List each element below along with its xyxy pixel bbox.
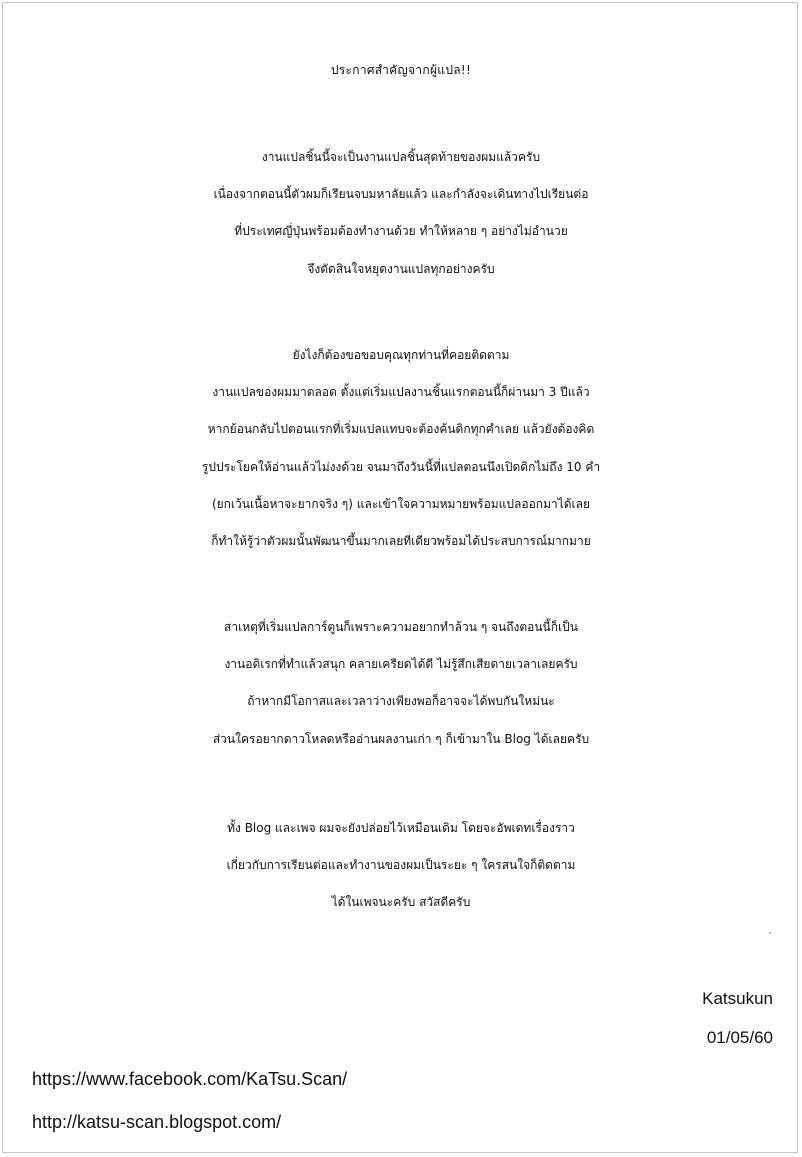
paragraph-line: ก็ทำให้รู้ว่าตัวผมนั้นพัฒนาขึ้นมากเลยทีเดียวพร้อมได้ประสบการณ์มากมาย	[211, 534, 591, 549]
announcement-title: ประกาศสำคัญจากผู้แปล!!	[330, 63, 472, 77]
paragraph-line: งานแปลของผมมาตลอด ตั้งแต่เริ่มแปลงานชิ้นแรกตอนนี้ก็ผ่านมา 3 ปีแล้ว	[212, 385, 590, 400]
paragraph-reason	[0, 609, 802, 758]
scan-speck	[769, 932, 771, 934]
paragraph-line: เนื่องจากตอนนี้ตัวผมก็เรียนจบมหาลัยแล้ว และกำลังจะเดินทางไปเรียนต่อ	[213, 187, 589, 202]
blog-link[interactable]: http://katsu-scan.blogspot.com/	[32, 1112, 282, 1132]
paragraph-line: สาเหตุที่เริ่มแปลการ์ตูนก็เพราะความอยากทำล้วน ๆ จนถึงตอนนี้ก็เป็น	[224, 620, 578, 634]
paragraph-closing	[0, 810, 802, 922]
paragraph-line: ทั้ง Blog และเพจ ผมจะยังปล่อยไว้เหมือนเดิม โดยจะอัพเดทเรื่องราว	[227, 821, 575, 835]
paragraph-line: จึงตัดสินใจหยุดงานแปลทุกอย่างครับ	[307, 261, 495, 276]
paragraph-farewell	[0, 139, 802, 288]
paragraph-line: ถ้าหากมีโอกาสและเวลาว่างเพียงพอก็อาจจะได้พบกันใหม่นะ	[247, 694, 555, 709]
facebook-link[interactable]: https://www.facebook.com/KaTsu.Scan/	[32, 1069, 348, 1089]
paragraph-line: ส่วนใครอยากดาวโหลดหรืออ่านผลงานเก่า ๆ ก็เข้ามาใน Blog ได้เลยครับ	[212, 731, 590, 746]
paragraph-line: รูปประโยคให้อ่านแล้วไม่งงด้วย จนมาถึงวันนี้ที่แปลตอนนึงเปิดดิกไม่ถึง 10 คำ	[201, 459, 601, 474]
paragraph-line: งานอดิเรกที่ทำแล้วสนุก คลายเครียดได้ดี ไม่รู้สึกเสียดายเวลาเลยครับ	[224, 657, 578, 672]
paragraph-thanks	[0, 337, 802, 560]
paragraph-line: ยังไงก็ต้องขอขอบคุณทุกท่านที่คอยติดตาม	[292, 348, 510, 362]
paragraph-line: งานแปลชิ้นนี้จะเป็นงานแปลชิ้นสุดท้ายของผมแล้วครับ	[261, 150, 541, 164]
signature-date: 01/05/60	[706, 1028, 773, 1047]
paragraph-line: (ยกเว้นเนื้อหาจะยากจริง ๆ) และเข้าใจความหมายพร้อมแปลออกมาได้เลย	[211, 496, 591, 511]
signature-name: Katsukun	[702, 989, 773, 1008]
paragraph-line: ที่ประเทศญี่ปุ่นพร้อมต้องทำงานด้วย ทำให้หลาย ๆ อย่างไม่อำนวย	[234, 224, 568, 239]
paragraph-line: ได้ในเพจนะครับ สวัสดีครับ	[331, 895, 471, 910]
paragraph-line: หากย้อนกลับไปตอนแรกที่เริ่มแปลแทบจะต้องค้นดิกทุกคำเลย แล้วยังต้องคิด	[207, 422, 595, 437]
paragraph-line: เกี่ยวกับการเรียนต่อและทำงานของผมเป็นระยะ ๆ ใครสนใจก็ติดตาม	[226, 858, 576, 873]
